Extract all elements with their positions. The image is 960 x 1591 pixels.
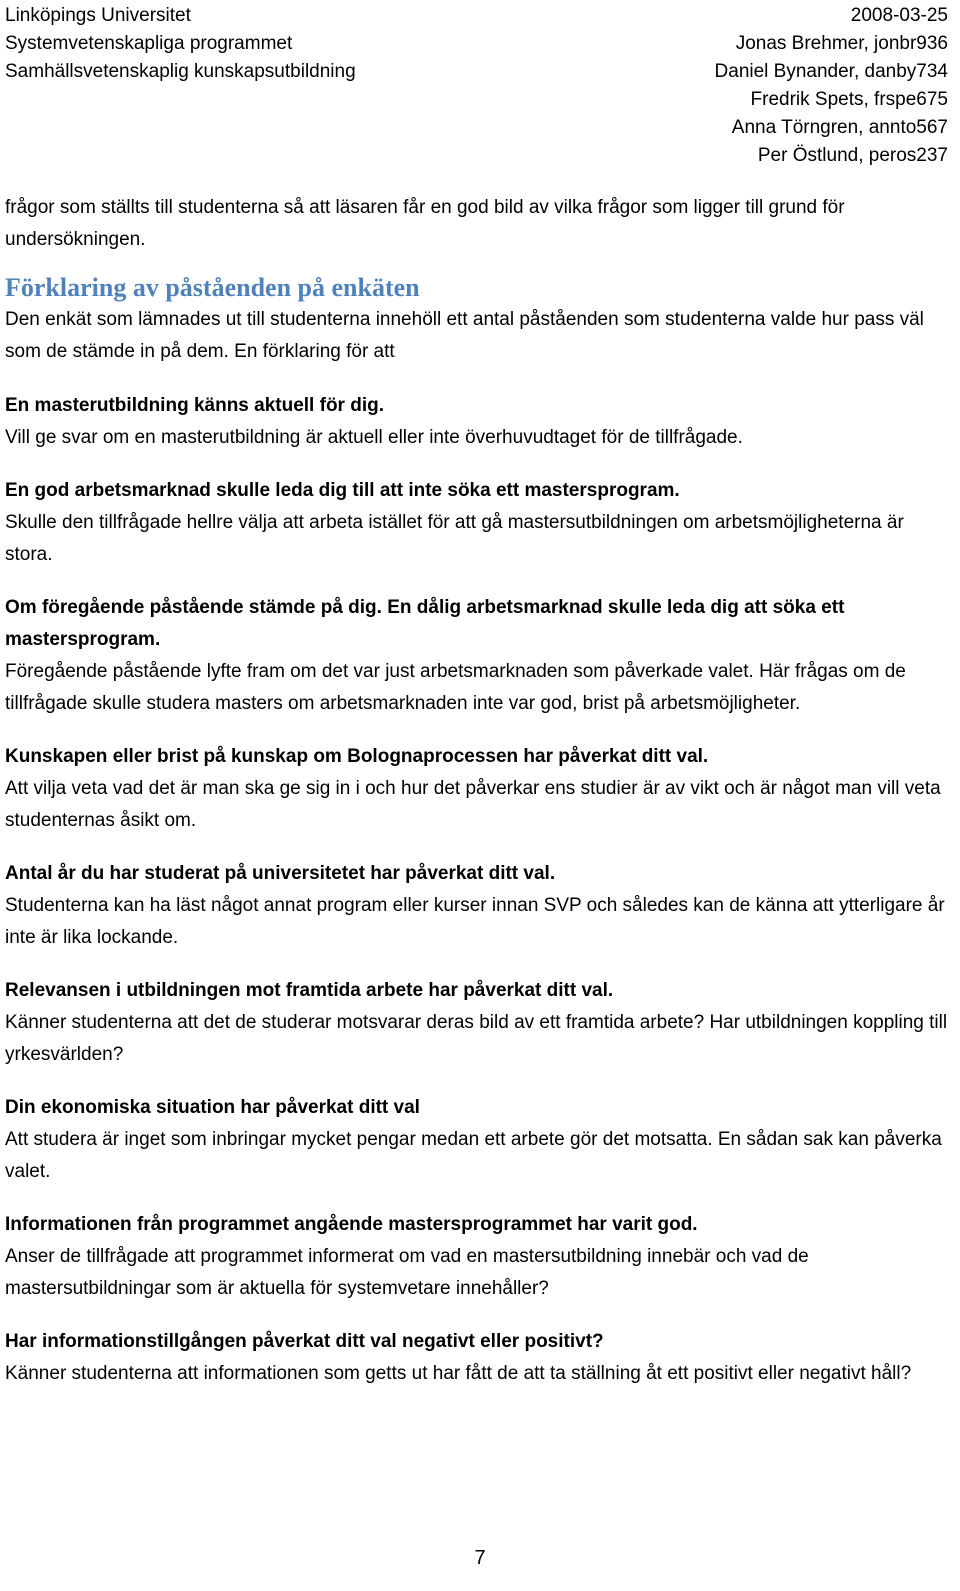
header-institution-block: [5, 2, 356, 170]
statement-item: [5, 475, 948, 571]
author-name: Anna Törngren, annto567: [731, 117, 948, 138]
statement-text: Informationen från programmet angående mastersprogrammet har varit god.: [5, 1214, 698, 1235]
statement-text: En god arbetsmarknad skulle leda dig till att inte söka ett mastersprogram.: [5, 480, 680, 501]
document-body: [5, 192, 948, 1390]
statement-item: [5, 592, 948, 720]
section-heading: Förklaring av påståenden på enkäten: [5, 273, 420, 302]
author-name: Daniel Bynander, danby734: [714, 61, 948, 82]
statement-explanation: Föregående påstående lyfte fram om det var just arbetsmarknaden som påverkade valet. Här frågas om de tillfrågade skulle studera masters om arbetsmarknaden inte var god, brist på arbetsmöjligheter.: [5, 661, 906, 714]
document-date: 2008-03-25: [850, 5, 948, 26]
statement-explanation: Studenterna kan ha läst något annat program eller kurser innan SVP och således kan de känna att ytterligare år inte är lika lockande.: [5, 895, 945, 948]
statement-explanation: Vill ge svar om en masterutbildning är aktuell eller inte överhuvudtaget för de tillfrågade.: [5, 427, 743, 448]
statement-item: [5, 1209, 948, 1305]
statement-item: [5, 1326, 948, 1390]
statement-item: [5, 1092, 948, 1188]
statement-item: [5, 975, 948, 1071]
intro-paragraph: frågor som ställts till studenterna så att läsaren får en god bild av vilka frågor som ligger till grund för undersökningen.: [5, 197, 845, 250]
statement-explanation: Att studera är inget som inbringar mycket pengar medan ett arbete gör det motsatta. En sådan sak kan påverka valet.: [5, 1129, 942, 1182]
statement-item: [5, 741, 948, 837]
statement-item: [5, 390, 948, 454]
statement-explanation: Anser de tillfrågade att programmet informerat om vad en mastersutbildning innebär och vad de mastersutbildningar som är aktuella för systemvetare innehåller?: [5, 1246, 809, 1299]
statement-item: [5, 858, 948, 954]
course-name: Samhällsvetenskaplig kunskapsutbildning: [5, 61, 356, 82]
header-author-block: [715, 2, 948, 170]
statement-text: Antal år du har studerat på universitetet har påverkat ditt val.: [5, 863, 556, 884]
statement-text: Din ekonomiska situation har påverkat ditt val: [5, 1097, 420, 1118]
statement-text: En masterutbildning känns aktuell för dig.: [5, 395, 384, 416]
statement-text: Kunskapen eller brist på kunskap om Bolognaprocessen har påverkat ditt val.: [5, 746, 709, 767]
page-number: 7: [474, 1547, 486, 1569]
statement-explanation: Att vilja veta vad det är man ska ge sig in i och hur det påverkar ens studier är av vikt och är något man vill veta studenternas åsikt om.: [5, 778, 941, 831]
section-introduction: Den enkät som lämnades ut till studenterna innehöll ett antal påståenden som studenterna valde hur pass väl som de stämde in på dem. En förklaring för att: [5, 309, 924, 362]
statement-text: Relevansen i utbildningen mot framtida arbete har påverkat ditt val.: [5, 980, 614, 1001]
university-name: Linköpings Universitet: [5, 5, 191, 26]
author-name: Per Östlund, peros237: [757, 145, 948, 166]
page-header: [5, 2, 948, 170]
statement-text: Om föregående påstående stämde på dig. En dålig arbetsmarknad skulle leda dig att söka ett mastersprogram.: [5, 597, 845, 650]
program-name: Systemvetenskapliga programmet: [5, 33, 293, 54]
statement-explanation: Skulle den tillfrågade hellre välja att arbeta istället för att gå mastersutbildningen om arbetsmöjligheterna är stora.: [5, 512, 904, 565]
statement-explanation: Känner studenterna att det de studerar motsvarar deras bild av ett framtida arbete? Har utbildningen koppling till yrkesvärlden?: [5, 1012, 948, 1065]
author-name: Jonas Brehmer, jonbr936: [735, 33, 948, 54]
author-name: Fredrik Spets, frspe675: [750, 89, 948, 110]
statement-text: Har informationstillgången påverkat ditt val negativt eller positivt?: [5, 1331, 604, 1352]
statement-explanation: Känner studenterna att informationen som getts ut har fått de att ta ställning åt ett positivt eller negativt håll?: [5, 1363, 912, 1384]
